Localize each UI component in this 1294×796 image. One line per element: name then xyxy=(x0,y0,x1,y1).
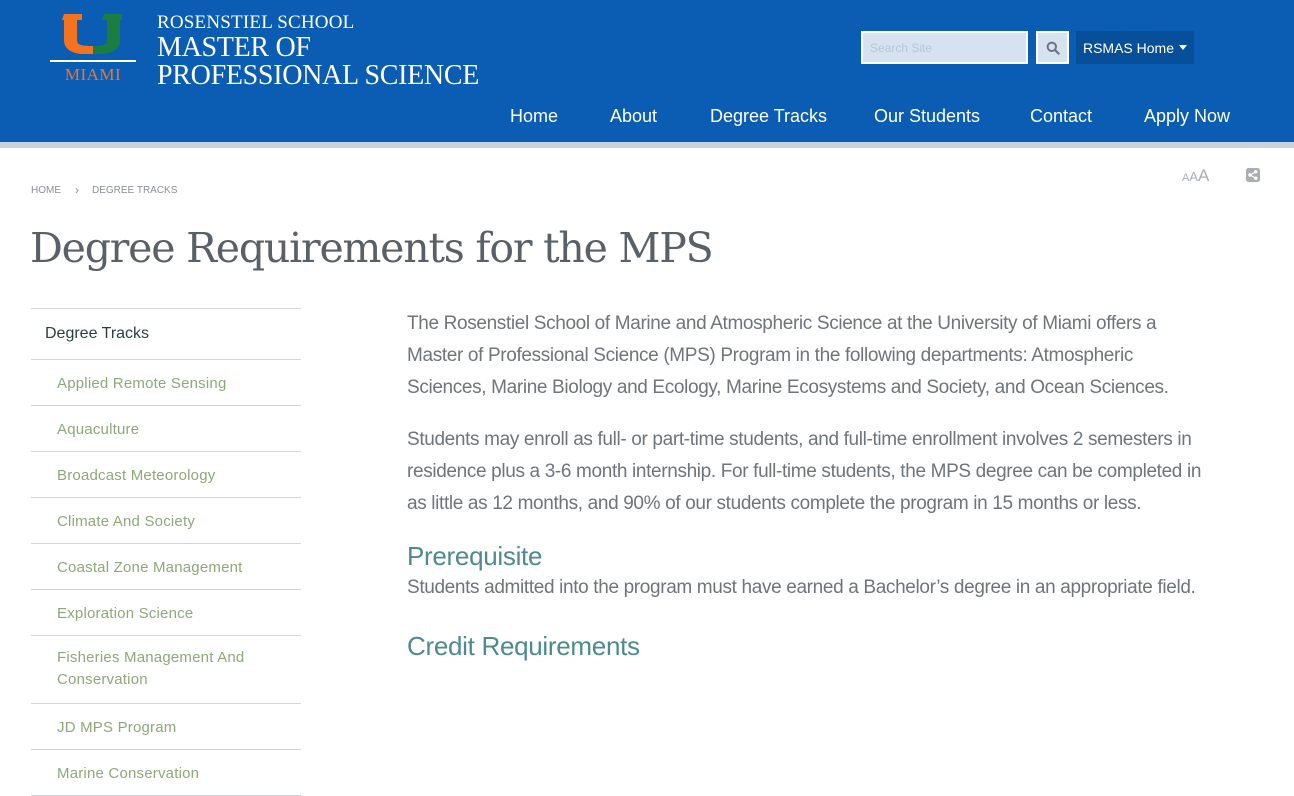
sidebar-item-broadcast-meteorology[interactable]: Broadcast Meteorology xyxy=(31,452,301,498)
sidebar-item-aquaculture[interactable]: Aquaculture xyxy=(31,406,301,452)
sidebar-item-jd-mps-program[interactable]: JD MPS Program xyxy=(31,704,301,750)
search-input[interactable] xyxy=(863,33,1026,62)
sidebar-item-applied-remote-sensing[interactable]: Applied Remote Sensing xyxy=(31,360,301,406)
nav-our-students[interactable]: Our Students xyxy=(874,106,981,126)
school-name: ROSENSTIEL SCHOOL xyxy=(157,12,355,33)
sidebar-heading[interactable]: Degree Tracks xyxy=(31,308,301,360)
program-name-line1: MASTER OF xyxy=(157,32,311,63)
share-icon[interactable] xyxy=(1245,167,1261,183)
site-title[interactable] xyxy=(157,12,480,91)
sidebar-item-fisheries-management[interactable]: Fisheries Management And Conservation xyxy=(31,636,301,704)
sidebar-item-coastal-zone-management[interactable]: Coastal Zone Management xyxy=(31,544,301,590)
sidebar-nav xyxy=(31,308,301,796)
site-header xyxy=(0,0,1294,142)
rsmas-home-dropdown[interactable] xyxy=(1076,31,1194,64)
text-size-large[interactable]: A xyxy=(1198,166,1210,185)
main-nav xyxy=(0,106,1294,128)
text-size-control[interactable] xyxy=(1182,166,1209,186)
breadcrumb-home[interactable]: HOME xyxy=(31,184,61,196)
text-size-medium[interactable]: A xyxy=(1189,169,1199,184)
logo-divider xyxy=(50,60,136,62)
prerequisite-heading: Prerequisite xyxy=(407,541,543,571)
page-title: Degree Requirements for the MPS xyxy=(30,224,713,272)
main-content xyxy=(407,308,1207,666)
search-field[interactable] xyxy=(861,31,1028,64)
search-button[interactable] xyxy=(1036,31,1069,64)
intro-paragraph: The Rosenstiel School of Marine and Atmospheric Science at the University of Miami offers a Master of Professional Science (MPS) Program in the following departments: Atmospheric Sciences, Marine Biology and Ecology, Marine Ecosystems and Society, and Ocean Sciences. xyxy=(407,313,1169,398)
chevron-right-icon: › xyxy=(75,183,79,197)
breadcrumb xyxy=(31,183,177,197)
text-size-small[interactable]: A xyxy=(1182,172,1190,184)
enrollment-paragraph: Students may enroll as full- or part-time students, and full-time enrollment involves 2 semesters in residence plus a 3-6 month internship. For full-time students, the MPS degree can be completed in as little as 12 months, and 90% of our students complete the program in 15 months or less. xyxy=(407,429,1202,514)
rsmas-home-label: RSMAS Home xyxy=(1082,39,1175,56)
university-logo[interactable] xyxy=(50,14,136,84)
nav-about[interactable]: About xyxy=(610,106,658,126)
sidebar-item-exploration-science[interactable]: Exploration Science xyxy=(31,590,301,636)
logo-text: MIAMI xyxy=(64,65,122,84)
nav-degree-tracks[interactable]: Degree Tracks xyxy=(710,106,828,126)
prerequisite-paragraph: Students admitted into the program must have earned a Bachelor’s degree in an appropriate field. xyxy=(407,577,1196,598)
sidebar-item-marine-conservation[interactable]: Marine Conservation xyxy=(31,750,301,796)
nav-home[interactable]: Home xyxy=(510,106,559,126)
header-divider xyxy=(0,142,1294,148)
search-icon xyxy=(1046,41,1060,55)
caret-down-icon xyxy=(1179,45,1187,50)
sidebar-item-climate-and-society[interactable]: Climate And Society xyxy=(31,498,301,544)
breadcrumb-degree-tracks[interactable]: DEGREE TRACKS xyxy=(92,184,178,196)
nav-contact[interactable]: Contact xyxy=(1030,106,1093,126)
u-logo-icon xyxy=(62,14,124,54)
program-name-line2: PROFESSIONAL SCIENCE xyxy=(157,60,480,91)
nav-apply-now[interactable]: Apply Now xyxy=(1144,106,1231,126)
credit-requirements-heading: Credit Requirements xyxy=(407,631,640,661)
